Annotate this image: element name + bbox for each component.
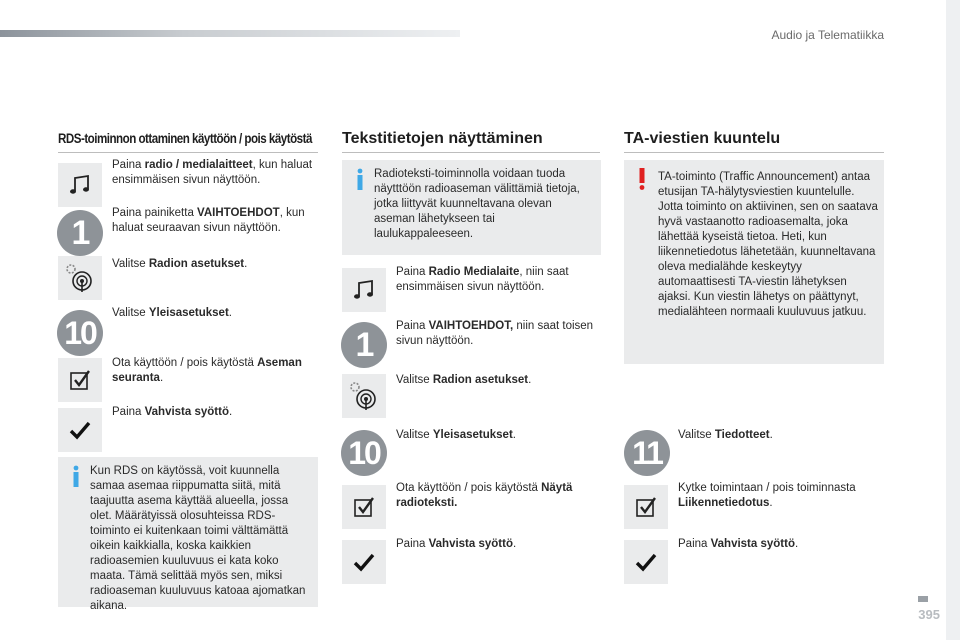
- rds-step-3-text: Valitse Radion asetukset.: [112, 258, 248, 270]
- radio-settings-icon: [347, 379, 381, 413]
- radiotext-step-1-text: Paina Radio Medialaite, niin saat ensimmäisen sivun näyttöön.: [396, 266, 569, 293]
- page-number: 395: [918, 607, 940, 622]
- checkbox-icon: [67, 367, 93, 393]
- radiotext-step-3-text: Valitse Radion asetukset.: [396, 374, 532, 386]
- radiotext-step-1-icon-box: [342, 268, 386, 312]
- checkmark-icon: [634, 550, 658, 574]
- ta-step-3-icon-box: [624, 540, 668, 584]
- ta-warning-note: [624, 160, 884, 364]
- radiotext-step-6-text: Paina Vahvista syöttö.: [396, 538, 517, 550]
- radiotext-step-4-text: Valitse Yleisasetukset.: [396, 429, 516, 441]
- ta-note-text: TA-toiminto (Traffic Announcement) antaa etusijan TA-hälytysviestien kuuntelulle. Jotta toiminto on aktiivinen, sen on saatava hyvä vastaanotto radioasemalta, joka lähettää kyseistä tietoa. Heti, kun liikennetiedotus lähetetään, kuunneltavana oleva medialähde keskeytyy automaattisesti TA-viestin lähetyksen ajaksi. Kun viestin lähetys on päättynyt, medialähteen normaali kuuluvuus jatkuu.: [658, 171, 878, 318]
- step-number-badge: 11: [624, 430, 670, 476]
- radiotext-step-3-icon-box: [342, 374, 386, 418]
- rds-step-5-text: Ota käyttöön / pois käytöstä Aseman seuranta.: [112, 357, 302, 384]
- rds-step-1-text: Paina radio / medialaitteet, kun haluat ensimmäisen sivun näyttöön.: [112, 159, 313, 186]
- radiotext-heading-rule: [342, 152, 600, 153]
- radiotext-note-text: Radioteksti-toiminnolla voidaan tuoda näytttöön radioaseman välittämiä tietoja, jotka liittyvät kuunneltavana olevan aseman lähetykseen tai laulukappaleeseen.: [374, 168, 580, 240]
- step-number-badge: 10: [341, 430, 387, 476]
- ta-step-2-icon-box: [624, 485, 668, 529]
- continue-marker: [918, 596, 928, 602]
- header-bar: [0, 30, 460, 37]
- info-icon: [352, 168, 368, 190]
- rds-step-6-icon-box: [58, 408, 102, 452]
- rds-step-5-icon-box: [58, 358, 102, 402]
- ta-step-1-text: Valitse Tiedotteet.: [678, 429, 773, 441]
- music-note-icon: [67, 172, 93, 198]
- checkmark-icon: [352, 550, 376, 574]
- page-edge-strip: [946, 0, 960, 640]
- warning-icon: [634, 168, 650, 190]
- ta-heading-rule: [624, 152, 884, 153]
- checkmark-icon: [68, 418, 92, 442]
- checkbox-icon: [351, 494, 377, 520]
- radiotext-step-6-icon-box: [342, 540, 386, 584]
- ta-step-3-text: Paina Vahvista syöttö.: [678, 538, 799, 550]
- rds-step-4-text: Valitse Yleisasetukset.: [112, 307, 232, 319]
- step-number-badge: 10: [57, 310, 103, 356]
- rds-step-1-icon-box: [58, 163, 102, 207]
- rds-step-6-text: Paina Vahvista syöttö.: [112, 406, 233, 418]
- radiotext-step-5-icon-box: [342, 485, 386, 529]
- checkbox-icon: [633, 494, 659, 520]
- rds-step-3-icon-box: [58, 256, 102, 300]
- step-number-badge: 1: [341, 322, 387, 368]
- rds-note-text: Kun RDS on käytössä, voit kuunnella samaa asemaa riippumatta siitä, mitä taajuutta asema käyttää alueella, jossa olet. Määrätyissä olosuhteissa RDS-toiminto ei kuitenkaan toimi välttämättä oikein kaikkialla, koska kaikkien radioasemien kuuluvuus ei kata koko maata. Tämä selittää myös sen, miksi radioaseman kuuluvuus katoaa ajomatkan aikana.: [90, 465, 306, 612]
- ta-step-2-text: Kytke toimintaan / pois toiminnasta Liikennetiedotus.: [678, 482, 856, 509]
- ta-heading: TA-viestien kuuntelu: [624, 130, 781, 147]
- radio-settings-icon: [63, 261, 97, 295]
- radiotext-info-note: [342, 160, 601, 255]
- rds-heading: RDS-toiminnon ottaminen käyttöön / pois käytöstä: [58, 131, 312, 146]
- rds-heading-rule: [58, 152, 318, 153]
- radiotext-step-2-text: Paina VAIHTOEHDOT, niin saat toisen sivun näyttöön.: [396, 320, 594, 347]
- step-number-badge: 1: [57, 210, 103, 256]
- radiotext-step-5-text: Ota käyttöön / pois käytöstä Näytä radioteksti.: [396, 482, 573, 509]
- music-note-icon: [351, 277, 377, 303]
- info-icon: [68, 465, 84, 487]
- radiotext-heading: Tekstitietojen näyttäminen: [342, 130, 543, 147]
- rds-step-2-text: Paina painiketta VAIHTOEHDOT, kun haluat seuraavan sivun näyttöön.: [112, 207, 305, 234]
- section-title: Audio ja Telematiikka: [771, 28, 884, 42]
- rds-info-note: [58, 457, 318, 612]
